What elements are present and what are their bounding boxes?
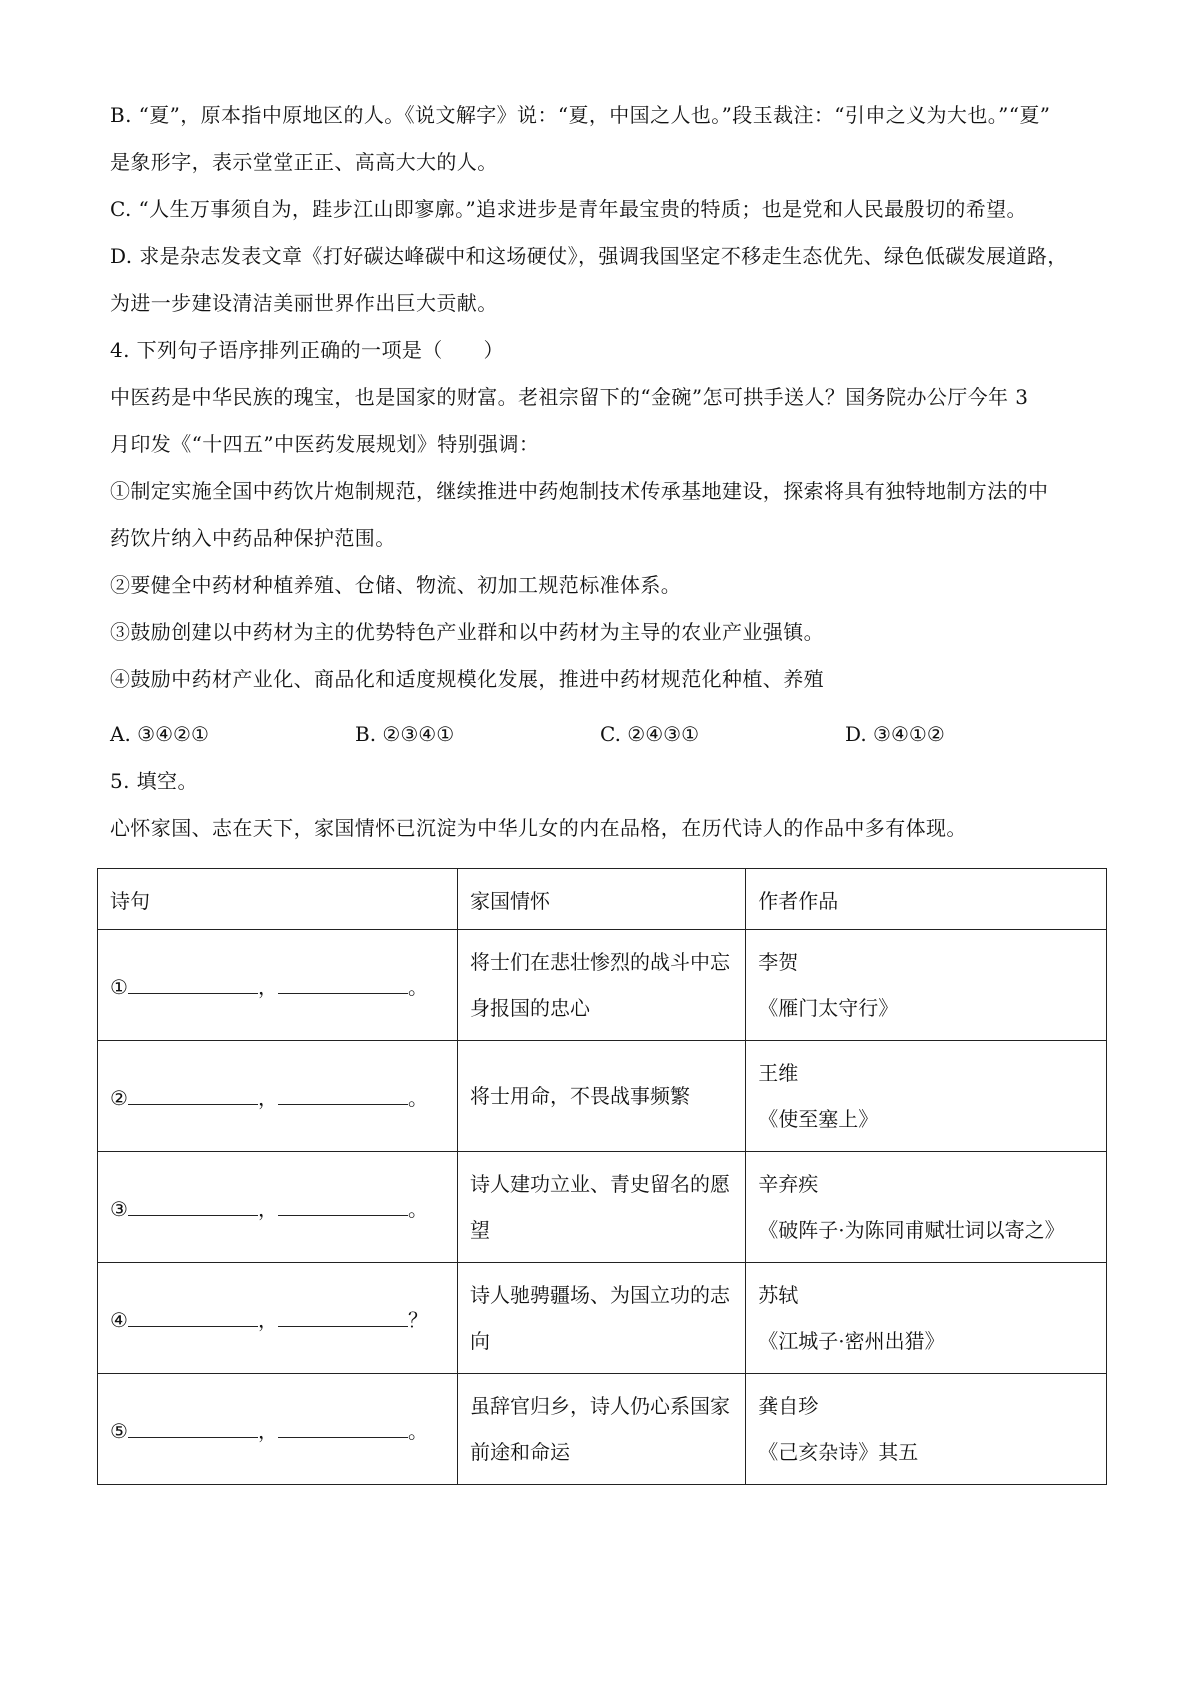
author-name: 苏轼 xyxy=(758,1283,799,1307)
q4-stem: 4. 下列句子语序排列正确的一项是（ ） xyxy=(110,338,504,362)
row-number: ⑤ xyxy=(110,1418,128,1443)
page-content xyxy=(110,92,1110,852)
q4-option-b[interactable]: B. ②③④① xyxy=(355,722,455,746)
row-number: ① xyxy=(110,974,128,999)
feeling-text: 将士们在悲壮惨烈的战斗中忘身报国的忠心 xyxy=(470,950,731,1020)
poem-table xyxy=(97,868,1107,1485)
feeling-text: 诗人建功立业、青史留名的愿望 xyxy=(470,1172,731,1242)
header-poem: 诗句 xyxy=(98,869,458,930)
author-cell xyxy=(746,1374,1107,1485)
work-title: 《使至塞上》 xyxy=(758,1107,879,1131)
separator: ， xyxy=(257,1196,278,1221)
feeling-cell xyxy=(458,1263,746,1374)
feeling-cell xyxy=(458,930,746,1041)
author-name: 龚自珍 xyxy=(758,1394,819,1418)
row-number: ③ xyxy=(110,1196,128,1221)
feeling-text: 虽辞官归乡，诗人仍心系国家前途和命运 xyxy=(470,1394,731,1464)
q3-option-d-line2: 为进一步建设清洁美丽世界作出巨大贡献。 xyxy=(110,291,498,315)
q5-stem: 5. 填空。 xyxy=(110,769,198,793)
feeling-text: 诗人驰骋疆场、为国立功的志向 xyxy=(470,1283,731,1353)
author-name: 李贺 xyxy=(758,950,799,974)
author-cell xyxy=(746,1152,1107,1263)
q4-sentence-1-line2: 药饮片纳入中药品种保护范围。 xyxy=(110,526,396,550)
author-cell xyxy=(746,1263,1107,1374)
end-mark: ？ xyxy=(407,1307,428,1332)
q3-option-b-line2: 是象形字，表示堂堂正正、高高大大的人。 xyxy=(110,150,498,174)
q4-sentence-2: ②要健全中药材种植养殖、仓储、物流、初加工规范标准体系。 xyxy=(110,573,682,597)
header-feeling: 家国情怀 xyxy=(458,869,746,930)
q4-sentence-4: ④鼓励中药材产业化、商品化和适度规模化发展，推进中药材规范化种植、养殖 xyxy=(110,667,824,691)
feeling-cell xyxy=(458,1374,746,1485)
answer-blank[interactable] xyxy=(278,1195,408,1216)
poem-blank-cell xyxy=(98,1374,458,1485)
q4-intro-line2: 月印发《“十四五”中医药发展规划》特别强调： xyxy=(110,432,540,456)
q4-sentence-3: ③鼓励创建以中药材为主的优势特色产业群和以中药材为主导的农业产业强镇。 xyxy=(110,620,824,644)
poem-blank-cell xyxy=(98,930,458,1041)
end-mark: 。 xyxy=(407,1196,428,1221)
separator: ， xyxy=(257,1418,278,1443)
feeling-cell xyxy=(458,1152,746,1263)
answer-blank[interactable] xyxy=(128,1084,258,1105)
poem-blank-cell xyxy=(98,1152,458,1263)
poem-blank-cell xyxy=(98,1041,458,1152)
work-title: 《雁门太守行》 xyxy=(758,996,899,1020)
row-number: ② xyxy=(110,1085,128,1110)
poem-blank-cell xyxy=(98,1263,458,1374)
q4-option-d[interactable]: D. ③④①② xyxy=(845,722,945,746)
answer-blank[interactable] xyxy=(128,1417,258,1438)
author-name: 辛弃疾 xyxy=(758,1172,819,1196)
end-mark: 。 xyxy=(407,1085,428,1110)
separator: ， xyxy=(257,1085,278,1110)
poem-table-header xyxy=(98,869,1107,930)
end-mark: 。 xyxy=(407,974,428,999)
answer-blank[interactable] xyxy=(278,1084,408,1105)
q4-sentence-1-line1: ①制定实施全国中药饮片炮制规范，继续推进中药炮制技术传承基地建设，探索将具有独特地制方法的中 xyxy=(110,479,1049,503)
end-mark: 。 xyxy=(407,1418,428,1443)
q4-option-c[interactable]: C. ②④③① xyxy=(600,722,700,746)
work-title: 《破阵子·为陈同甫赋壮词以寄之》 xyxy=(758,1218,1065,1242)
table-row xyxy=(98,1374,1107,1485)
q5-intro: 心怀家国、志在天下，家国情怀已沉淀为中华儿女的内在品格，在历代诗人的作品中多有体现。 xyxy=(110,816,967,840)
header-author-work: 作者作品 xyxy=(746,869,1107,930)
q3-option-c: C. “人生万事须自为，跬步江山即寥廓。”追求进步是青年最宝贵的特质；也是党和人民最殷切的希望。 xyxy=(110,197,1027,221)
answer-blank[interactable] xyxy=(128,973,258,994)
feeling-text: 将士用命，不畏战事频繁 xyxy=(470,1084,691,1108)
answer-blank[interactable] xyxy=(128,1306,258,1327)
table-row xyxy=(98,930,1107,1041)
q4-intro-line1: 中医药是中华民族的瑰宝，也是国家的财富。老祖宗留下的“金碗”怎可拱手送人？国务院办公厅今年 3 xyxy=(110,385,1029,409)
answer-blank[interactable] xyxy=(278,1417,408,1438)
answer-blank[interactable] xyxy=(128,1195,258,1216)
q4-options xyxy=(110,711,1110,758)
table-row xyxy=(98,1041,1107,1152)
author-name: 王维 xyxy=(758,1061,799,1085)
separator: ， xyxy=(257,1307,278,1332)
row-number: ④ xyxy=(110,1307,128,1332)
q3-option-d-line1: D. 求是杂志发表文章《打好碳达峰碳中和这场硬仗》，强调我国坚定不移走生态优先、绿色低碳发展道路， xyxy=(110,244,1068,268)
q3-option-b-line1: B. “夏”，原本指中原地区的人。《说文解字》说：“夏，中国之人也。”段玉裁注：“引申之义为大也。”“夏” xyxy=(110,103,1051,127)
author-cell xyxy=(746,1041,1107,1152)
author-cell xyxy=(746,930,1107,1041)
q4-option-a[interactable]: A. ③④②① xyxy=(110,722,209,746)
table-row xyxy=(98,1263,1107,1374)
separator: ， xyxy=(257,974,278,999)
table-row xyxy=(98,1152,1107,1263)
answer-blank[interactable] xyxy=(278,973,408,994)
work-title: 《江城子·密州出猎》 xyxy=(758,1329,945,1353)
answer-blank[interactable] xyxy=(278,1306,408,1327)
feeling-cell xyxy=(458,1041,746,1152)
work-title: 《己亥杂诗》其五 xyxy=(758,1440,919,1464)
